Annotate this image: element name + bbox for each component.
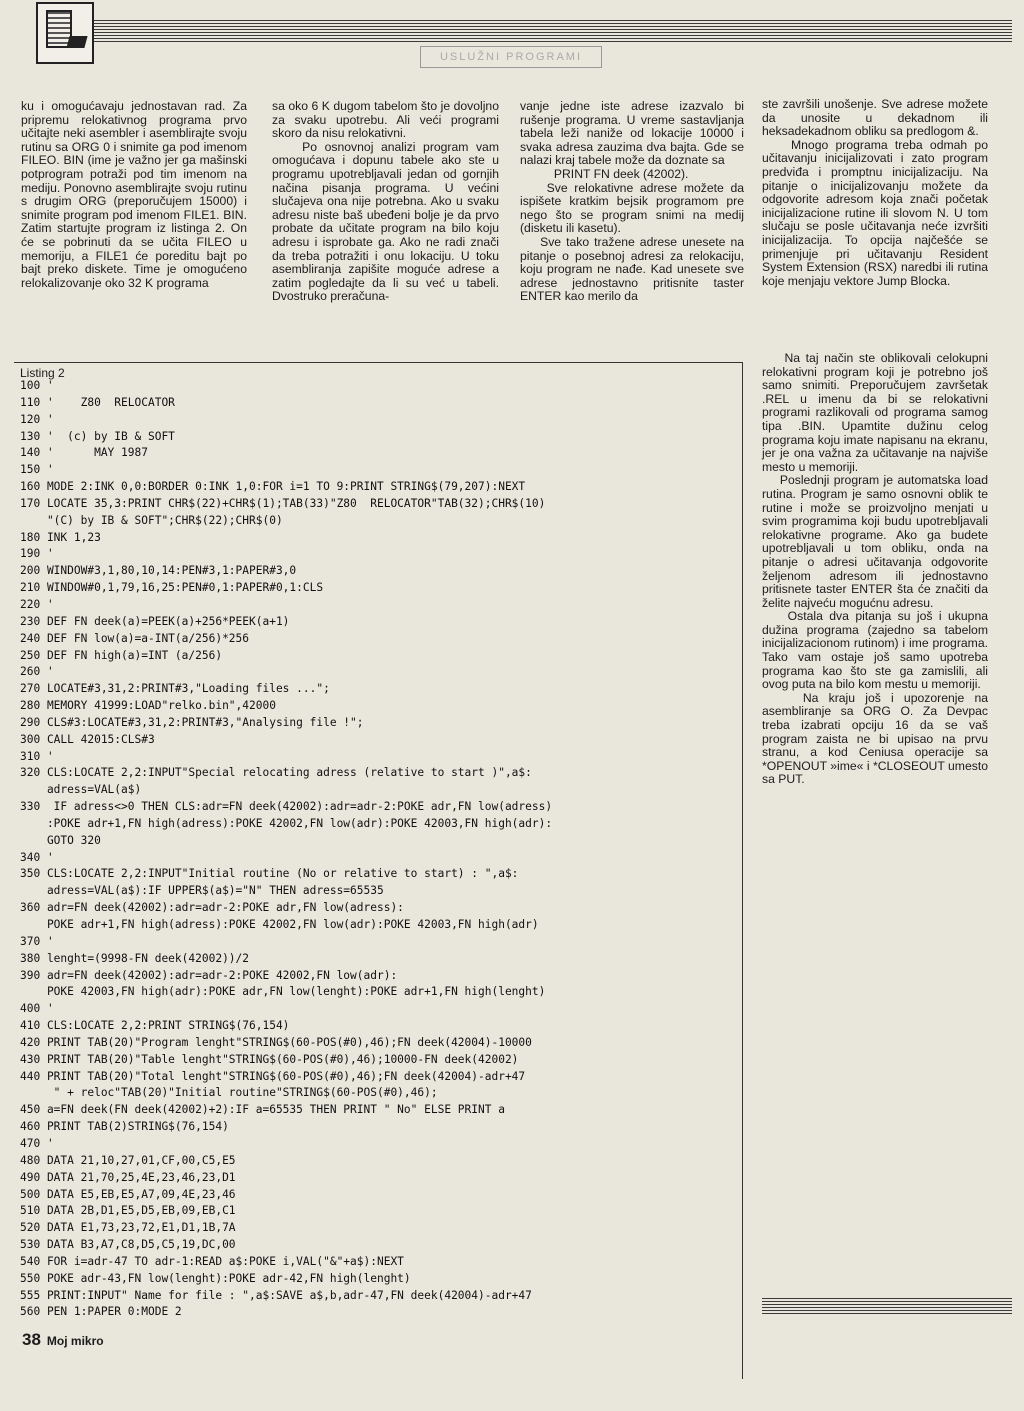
basic-code-listing: 100 ' 110 ' Z80 RELOCATOR 120 ' 130 ' (c) by IB & SOFT 140 ' MAY 1987 150 ' 160 MODE 2:INK 0,0:BORDER 0:INK 1,0:FOR i=1 TO 9:PRINT STRING$(79,207):NEXT 170 LOCATE 35,3:PRINT CHR$(22)+CHR$(1);TAB(33)"Z80 RELOCATOR"TAB(32);CHR$(10) "(C) by IB & SOFT";CHR$(22);CHR$(0) 180 INK 1,23 190 ' 200 WINDOW#3,1,80,10,14:PEN#3,1:PAPER#3,0 210 WINDOW#0,1,79,16,25:PEN#0,1:PAPER#0,1:CLS 220 ' 230 DEF FN deek(a)=PEEK(a)+256*PEEK(a+1) 240 DEF FN low(a)=a-INT(a/256)*256 250 DEF FN high(a)=INT (a/256) 260 ' 270 LOCATE#3,31,2:PRINT#3,"Loading files ..."; 280 MEMORY 41999:LOAD"relko.bin",42000 290 CLS#3:LOCATE#3,31,2:PRINT#3,"Analysing file !"; 300 CALL 42015:CLS#3 310 ' 320 CLS:LOCATE 2,2:INPUT"Special relocating adress (relative to start )",a$: adress=VAL(a$) 330 IF adress<>0 THEN CLS:adr=FN deek(42002):adr=adr-2:POKE adr,FN low(adress) :POKE adr+1,FN high(adress):POKE 42002,FN low(adr):POKE 42003,FN high(adr): GOTO 320 340 ' 350 CLS:LOCATE 2,2:INPUT"Initial routine (No or relative to start) : ",a$: adress=VAL(a$):IF UPPER$(a$)="N" THEN adress=65535 360 adr=FN deek(42002):adr=adr-2:POKE adr,FN low(adress): POKE adr+1,FN high(adress):POKE 42002,FN low(adr):POKE 42003,FN high(adr) 370 ' 380 lenght=(9998-FN deek(42002))/2 390 adr=FN deek(42002):adr=adr-2:POKE 42002,FN low(adr): POKE 42003,FN high(adr):POKE adr,FN low(lenght):POKE adr+1,FN high(lenght) 400 ' 410 CLS:LOCATE 2,2:PRINT STRING$(76,154) 420 PRINT TAB(20)"Program lenght"STRING$(60-POS(#0),46);FN deek(42004)-10000 430 PRINT TAB(20)"Table lenght"STRING$(60-POS(#0),46);10000-FN deek(42002) 440 PRINT TAB(20)"Total lenght"STRING$(60-POS(#0),46);FN deek(42004)-adr+47 " + reloc"TAB(20)"Initial routine"STRING$(60-POS(#0),46); 450 a=FN deek(FN deek(42002)+2):IF a=65535 THEN PRINT " No" ELSE PRINT a 460 PRINT TAB(2)STRING$(76,154) 470 ' 480 DATA 21,10,27,01,CF,00,C5,E5 490 DATA 21,70,25,4E,23,46,23,D1 500 DATA E5,EB,E5,A7,09,4E,23,46 510 DATA 2B,D1,E5,D5,EB,09,EB,C1 520 DATA E1,73,23,72,E1,D1,1B,7A 530 DATA B3,A7,C8,D5,C5,19,DC,00 540 FOR i=adr-47 TO adr-1:READ a$:POKE i,VAL("&"+a$):NEXT 550 POKE adr-43,FN low(lenght):POKE adr-42,FN high(lenght) 555 PRINT:INPUT" Name for file : ",a$:SAVE a$,b,adr-47,FN deek(42004)-adr+47 560 PEN 1:PAPER 0:MODE 2 xyxy=(20,379,553,1319)
article-column-2: sa oko 6 K dugom tabelom što je dovoljno za svaku upotrebu. Ali veći programi skoro da nisu relokativni. Po osnovnoj analizi program vam omogućava i dopunu tabele ako ste u programu upotrebljavali jedan od gornjih načina pisanja programa. U većini slučajeva ona nije potrebna. Ako u svaku adresu niste baš ubeđeni bolje je da prvo probate da učitate program na bilo koju adresu i isprobate ga. Ako ne radi znači da treba potražiti i onu lokaciju. U toku asembliranja zapišite moguće adrese a zatim pogledajte da li su već u tabeli. Dvostruko preračuna- xyxy=(272,99,499,304)
section-icon xyxy=(36,2,94,64)
page-number: 38 xyxy=(22,1330,41,1349)
pointing-hand-icon xyxy=(66,36,87,48)
article-column-1: ku i omogućavaju jednostavan rad. Za pripremu relokativnog programa prvo učitajte neki asembler i asemblirajte svoju rutinu sa ORG 0 i snimite ga pod imenom FILEO. BIN (ime je važno jer ga mašinski potprogram potraži pod tim imenom na mediju. Ponovno asemblirajte svoju rutinu s drugim ORG (preporučujem 15000) i snimite program pod imenom FILE1. BIN. Zatim startujte program iz listinga 2. On će se pobrinuti da se učita FILEO u memoriju, a FILE1 će poreditu bajt po bajt preko diskete. Time je omogućeno relokalizovanje oko 32 K programa xyxy=(21,99,251,290)
footer-stripe-band xyxy=(762,1298,1012,1316)
article-column-3: vanje jedne iste adrese izazvalo bi rušenje programa. U vreme sastavljanja tabela leži naniže od lokacije 10000 i svaka adresa zauzima dva bajta. Gde se nalazi kraj tabele može da doznate sa PRINT FN deek (42002). Sve relokativne adrese možete da ispišete kratkim bejsik programom pre nego što se program snimi na medij (disketu ili kasetu). Sve tako tražene adrese unesete na pitanje o posebnoj adresi za relokaciju, koju program ne nađe. Kad unesete sve adrese jednostavno pritisnite taster ENTER kao merilo da xyxy=(520,99,745,304)
article-column-4-top: ste završili unošenje. Sve adrese možete da unosite u dekadnom ili heksadekadnom obliku sa predlogom &. Mnogo programa treba odmah po učitavanju inicijalizovati i zato program predviđa i promptnu inicijalizaciju. Na pitanje o inicijalizovanju možete da odgovorite adresom koja znači početak inicijalizacione rutine ili slovom N. U tom slučaju se posle učitavanja neće izvršiti inicijalizacija. To opcija najčešće se primenjuje pri učitavanju Resident System Extension (RSX) naredbi ili rutina koje menjaju vektore Jump Blocka. xyxy=(762,97,988,288)
section-label: USLUŽNI PROGRAMI xyxy=(420,46,602,68)
listing-title: Listing 2 xyxy=(20,366,65,380)
page-footer xyxy=(22,1330,104,1350)
article-column-4-bottom: Na taj način ste oblikovali celokupni relokativni program koji je potrebno još samo snimiti. Preporučujem završetak .REL u imenu da bi se relokativni programi razlikovali od programa samog tipa .BIN. Upamtite dužinu celog programa koju imate napisanu na ekranu, jer je ona važna za učitavanje na najviše mesto u memoriji. Poslednji program je automatska load rutina. Program je samo osnovni oblik te rutine i može se proizvoljno menjati u svim programima koji budu upotrebljavali relokativne programe. Ako ga budete upotrebljavali u tom obliku, onda na pitanje o adresi učitavanja odgovorite željenom adresom ili jednostavno pritisnete taster ENTER šta će značiti da želite najveću mogućnu adresu. Ostala dva pitanja su još i ukupna dužina programa (zajedno sa tabelom inicijalizacionom rutinom) i ime programa. Tako vam ostaje još samo upotreba programa kao što ste ga zamislili, ali ovog puta na bilo kom mestu u memoriji. Na kraju još i upozorenje na asembliranje sa ORG O. Za Devpac treba izabrati opciju 16 da se vaš program zaista ne bi upisao na prvu stranu, a kod Ceniusa operacije sa *OPENOUT »ime« i *CLOSEOUT umesto sa PUT. xyxy=(762,351,989,787)
header-stripe-band xyxy=(92,20,1012,42)
magazine-name: Moj mikro xyxy=(46,1334,104,1348)
